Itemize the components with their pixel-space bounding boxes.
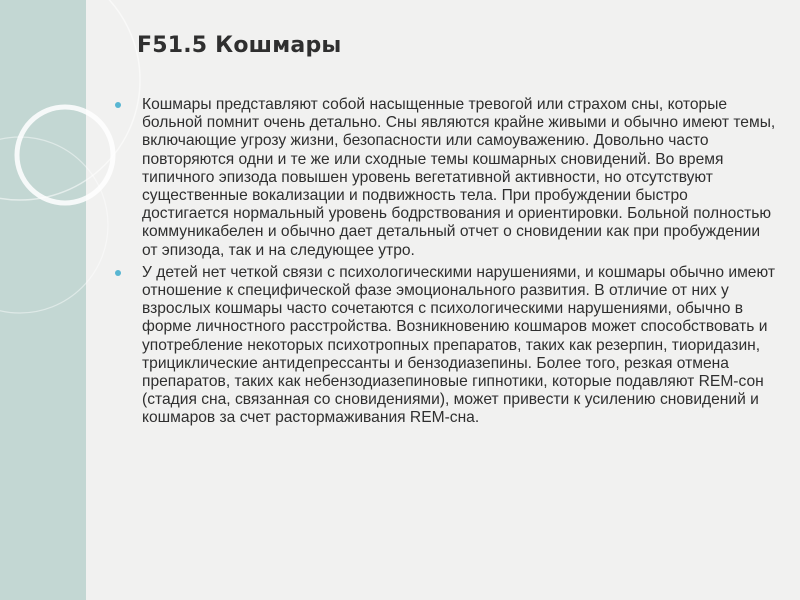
slide-title: F51.5 Кошмары [137, 33, 342, 58]
bullet-dot-icon [115, 270, 121, 276]
decorative-circle-ring [17, 107, 113, 203]
bullet-list [112, 96, 777, 432]
bullet-item [112, 96, 777, 260]
bullet-item [112, 264, 777, 428]
bullet-text: У детей нет четкой связи с психологическими нарушениями, и кошмары обычно имеют отношение к специфической фазе эмоционального развития. В отличие от них у взрослых кошмары часто сочетаются с психологическими нарушениями, обычно в форме личностного расстройства. Возникновению кошмаров может способствовать и употребление некоторых психотропных препаратов, таких как резерпин, тиоридазин, трициклические антидепрессанты и бензодиазепины. Более того, резкая отмена препаратов, таких как небензодиазепиновые гипнотики, которые подавляют REM-сон (стадия сна, связанная со сновидениями), может привести к усилению сновидений и кошмаров за счет растормаживания REM-сна. [142, 263, 775, 427]
bullet-dot-icon [115, 102, 121, 108]
bullet-text: Кошмары представляют собой насыщенные тревогой или страхом сны, которые больной помнит очень детально. Сны являются крайне живыми и обычно имеют темы, включающие угрозу жизни, безопасности или самоуважению. Довольно часто повторяются одни и те же или сходные темы кошмарных сновидений. Во время типичного эпизода повышен уровень вегетативной активности, но отсутствуют существенные вокализации и подвижность тела. При пробуждении быстро достигается нормальный уровень бодрствования и ориентировки. Больной полностью коммуникабелен и обычно дает детальный отчет о сновидении как при пробуждении от эпизода, так и на следующее утро. [142, 96, 776, 259]
